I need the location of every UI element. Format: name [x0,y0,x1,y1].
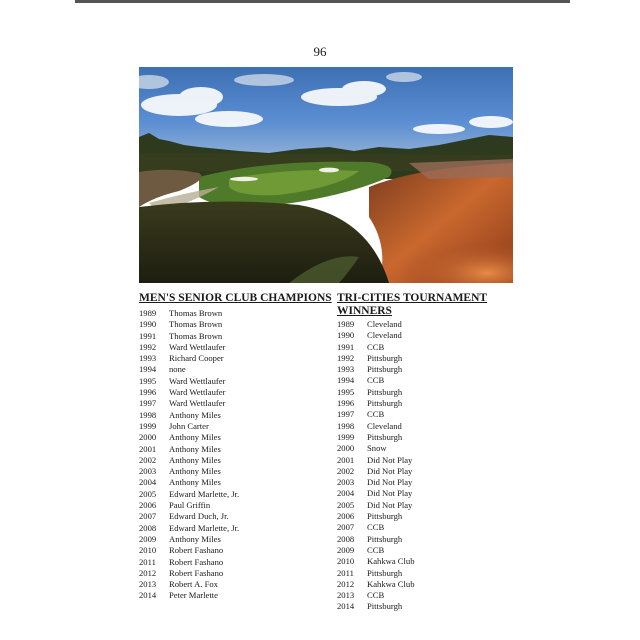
senior-champion-row [139,568,324,579]
tri-cities-row [337,398,513,409]
year-cell: 2005 [337,499,355,510]
tri-cities-row [337,488,513,499]
tri-cities-row [337,353,513,364]
winner-cell: Robert Fashano [169,556,224,567]
tri-cities-row [337,534,513,545]
year-cell: 1991 [139,330,157,341]
year-cell: 2003 [337,477,355,488]
senior-champion-row [139,477,324,488]
tri-cities-row [337,477,513,488]
tri-cities-row [337,375,513,386]
winner-cell: Cleveland [367,420,402,431]
winner-cell: Anthony Miles [169,432,221,443]
tri-cities-row [337,387,513,398]
senior-champion-row [139,590,324,601]
winner-cell: Thomas Brown [169,330,223,341]
winner-cell: Anthony Miles [169,477,221,488]
year-cell: 2010 [139,545,157,556]
senior-champion-row [139,308,324,319]
page-number: 96 [313,44,327,59]
year-cell: 1997 [337,409,355,420]
year-cell: 1996 [337,398,355,409]
winner-cell: Did Not Play [367,499,413,510]
tri-cities-row [337,500,513,511]
senior-champion-row [139,432,324,443]
year-cell: 1996 [139,387,157,398]
senior-champion-row [139,557,324,568]
tri-cities-section [337,292,513,613]
tri-cities-row [337,409,513,420]
tri-cities-row [337,545,513,556]
winner-cell: Thomas Brown [169,319,223,330]
top-rule [75,0,570,3]
year-cell: 2009 [337,544,355,555]
year-cell: 1999 [139,420,157,431]
winner-cell: Snow [367,443,387,454]
year-cell: 2003 [139,466,157,477]
year-cell: 2013 [139,579,157,590]
year-cell: 2014 [139,590,157,601]
winner-cell: none [169,364,186,375]
year-cell: 1992 [139,341,157,352]
year-cell: 2008 [337,533,355,544]
winner-cell: Thomas Brown [169,308,223,318]
year-cell: 2000 [139,432,157,443]
winner-cell: Peter Marlette [169,590,218,601]
winner-cell: John Carter [169,420,209,431]
winner-cell: Ward Wettlaufer [169,398,226,409]
winner-cell: Pittsburgh [367,431,403,442]
winner-cell: CCB [367,522,385,533]
winner-cell: Ward Wettlaufer [169,387,226,398]
winner-cell: Robert A. Fox [169,579,218,590]
year-cell: 1990 [337,330,355,341]
senior-champion-row [139,353,324,364]
winner-cell: Pittsburgh [367,386,403,397]
year-cell: 2008 [139,522,157,533]
tri-cities-row [337,432,513,443]
tri-cities-row [337,579,513,590]
golf-course-photo [139,67,513,283]
winner-cell: CCB [367,544,385,555]
senior-champion-row [139,455,324,466]
senior-champion-row [139,534,324,545]
year-cell: 2011 [139,556,156,567]
winner-cell: Kahkwa Club [367,556,415,567]
winner-cell: Anthony Miles [169,443,221,454]
winner-cell: Pittsburgh [367,567,403,578]
winner-cell: Pittsburgh [367,364,403,375]
senior-champion-row [139,444,324,455]
year-cell: 2010 [337,556,355,567]
senior-champion-row [139,387,324,398]
winner-cell: Robert Fashano [169,567,224,578]
winner-cell: Pittsburgh [367,601,403,612]
winner-cell: Edward Marlette, Jr. [169,522,240,533]
senior-champion-row [139,376,324,387]
winner-cell: Richard Cooper [169,353,224,364]
tri-cities-heading-line1: TRI-CITIES TOURNAMENT [337,292,488,304]
senior-champion-row [139,545,324,556]
year-cell: 2012 [139,567,157,578]
winner-cell: Pittsburgh [367,533,403,544]
tri-cities-row [337,421,513,432]
year-cell: 2004 [337,488,355,499]
senior-champion-row [139,511,324,522]
tri-cities-row [337,342,513,353]
senior-champions-list [139,308,324,602]
winner-cell: CCB [367,341,385,352]
year-cell: 1994 [337,375,355,386]
year-cell: 1989 [337,319,355,329]
year-cell: 1991 [337,341,355,352]
senior-champions-section [139,292,332,602]
tri-cities-row [337,511,513,522]
winner-cell: Anthony Miles [169,533,221,544]
year-cell: 1993 [337,364,355,375]
senior-champions-heading: MEN'S SENIOR CLUB CHAMPIONS [139,292,332,304]
tri-cities-row [337,556,513,567]
senior-champion-row [139,421,324,432]
winner-cell: Did Not Play [367,488,413,499]
year-cell: 2002 [139,454,157,465]
winner-cell: Did Not Play [367,465,413,476]
year-cell: 1998 [139,409,157,420]
senior-champion-row [139,410,324,421]
senior-champion-row [139,319,324,330]
tri-cities-row [337,590,513,601]
senior-champion-row [139,523,324,534]
tri-cities-row [337,443,513,454]
year-cell: 2002 [337,465,355,476]
winner-cell: Ward Wettlaufer [169,341,226,352]
year-cell: 2006 [139,500,157,511]
winner-cell: Cleveland [367,330,402,341]
year-cell: 2006 [337,511,355,522]
year-cell: 2014 [337,601,355,612]
year-cell: 2001 [139,443,157,454]
tri-cities-row [337,568,513,579]
year-cell: 2013 [337,590,355,601]
year-cell: 1998 [337,420,355,431]
tri-cities-list [337,319,513,613]
winner-cell: Kahkwa Club [367,578,415,589]
tri-cities-row [337,466,513,477]
senior-champion-row [139,500,324,511]
tri-cities-row [337,601,513,612]
senior-champion-row [139,579,324,590]
year-cell: 2012 [337,578,355,589]
winner-cell: CCB [367,409,385,420]
year-cell: 1999 [337,431,355,442]
winner-cell: Paul Griffin [169,500,211,511]
year-cell: 1995 [337,386,355,397]
senior-champion-row [139,489,324,500]
senior-champion-row [139,342,324,353]
tri-cities-row [337,522,513,533]
winner-cell: Pittsburgh [367,398,403,409]
year-cell: 2001 [337,454,355,465]
year-cell: 2007 [139,511,157,522]
tri-cities-heading-line2: WINNERS [337,305,392,317]
winner-cell: Edward Duch, Jr. [169,511,229,522]
year-cell: 1992 [337,352,355,363]
senior-champion-row [139,364,324,375]
tri-cities-row [337,364,513,375]
year-cell: 2004 [139,477,157,488]
winner-cell: Anthony Miles [169,409,221,420]
year-cell: 2011 [337,567,354,578]
winner-cell: CCB [367,590,385,601]
winner-cell: Robert Fashano [169,545,224,556]
year-cell: 1995 [139,375,157,386]
winner-cell: Ward Wettlaufer [169,375,226,386]
winner-cell: Edward Marlette, Jr. [169,488,240,499]
year-cell: 2000 [337,443,355,454]
senior-champion-row [139,398,324,409]
tri-cities-row [337,330,513,341]
winner-cell: Did Not Play [367,477,413,488]
tri-cities-row [337,455,513,466]
winner-cell: CCB [367,375,385,386]
year-cell: 1989 [139,308,157,318]
year-cell: 1993 [139,353,157,364]
winner-cell: Pittsburgh [367,352,403,363]
winner-cell: Anthony Miles [169,454,221,465]
senior-champion-row [139,331,324,342]
senior-champion-row [139,466,324,477]
year-cell: 2005 [139,488,157,499]
winner-cell: Cleveland [367,319,402,329]
year-cell: 1990 [139,319,157,330]
winner-cell: Pittsburgh [367,511,403,522]
winner-cell: Anthony Miles [169,466,221,477]
year-cell: 2007 [337,522,355,533]
year-cell: 2009 [139,533,157,544]
winner-cell: Did Not Play [367,454,413,465]
year-cell: 1997 [139,398,157,409]
tri-cities-row [337,319,513,330]
year-cell: 1994 [139,364,157,375]
